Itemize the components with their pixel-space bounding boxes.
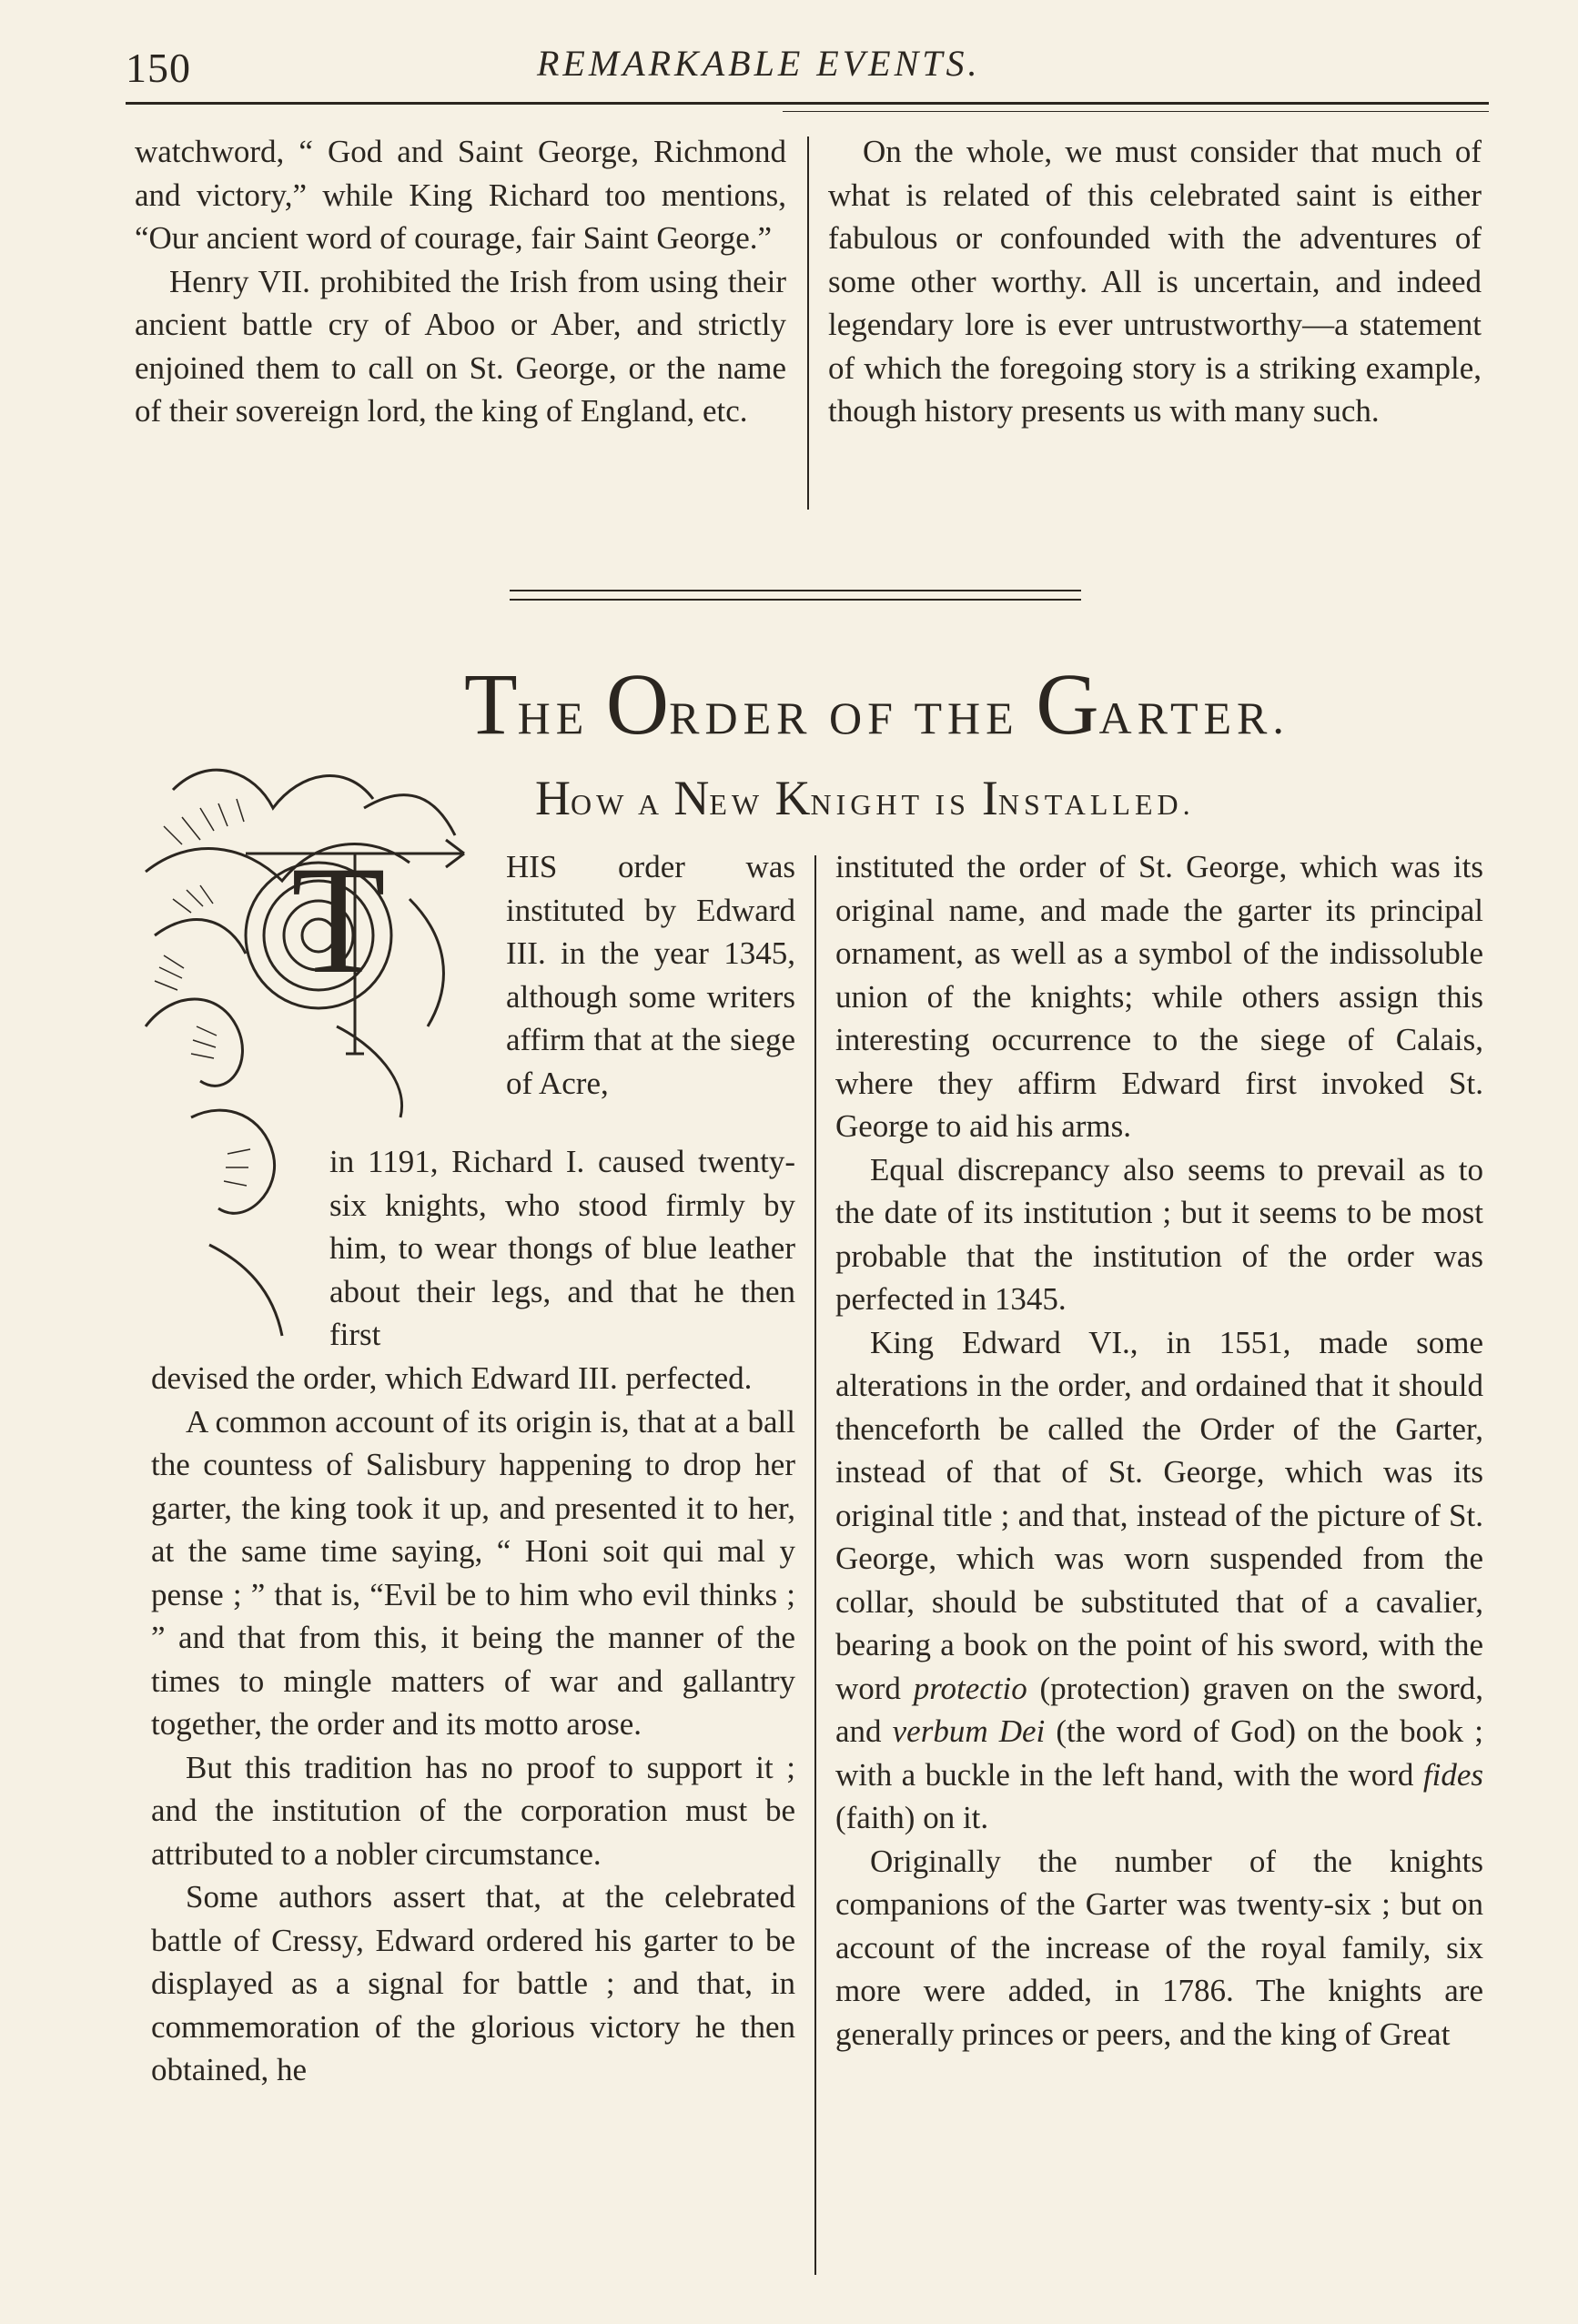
italic-word: protectio [913, 1670, 1027, 1706]
paragraph: instituted the order of St. George, which was its original name, and made the garter its principal ornament, as well as a symbol of the indissoluble union of the knights; while others assign this interesting occurrence to the siege of Calais, where they affirm Edward first invoked St. George to aid his arms. [835, 849, 1483, 1144]
drop-cap-letter: T [291, 834, 386, 1005]
top-left-column [135, 130, 786, 433]
paragraph: Henry VII. prohibited the Irish from using their ancient battle cry of Aboo or Aber, and strictly enjoined them to call on St. George, or the name of their sovereign lord, the king of England, etc. [135, 263, 786, 429]
paragraph: A common account of its origin is, that at a ball the countess of Salisbury happening to drop her garter, the king took it up, and presented it to her, at the same time saying, “ Honi soit qui mal y pense ; ” that is, “Evil be to him who evil thinks ; ” and that from this, it being the manner of the times to mingle matters of war and gallantry together, the order and its motto arose. [151, 1403, 795, 1742]
paragraph: Equal discrepancy also seems to prevail as to the date of its institution ; but it seems to be most probable that the institution of the order was perfected in 1345. [835, 1151, 1483, 1317]
paragraph: But this tradition has no proof to support it ; and the institution of the corporation must be attributed to a nobler circumstance. [151, 1749, 795, 1872]
main-right-column [835, 845, 1483, 2056]
paragraph: in 1191, Richard I. caused twenty-six knights, who stood firmly by him, to wear thongs of blue leather about their legs, and that he then first [329, 1144, 795, 1352]
article-subtitle: HOW A NEW KNIGHT IS INSTALLED. [535, 771, 1195, 825]
header-rule [126, 102, 1489, 105]
main-left-column [151, 1357, 795, 2092]
paragraph: Some authors assert that, at the celebrated battle of Cressy, Edward ordered his garter to be displayed as a signal for battle ; and that, in commemoration of the glorious victory he then obtained, he [151, 1879, 795, 2087]
paragraph: King Edward VI., in 1551, made some alterations in the order, and ordained that it should thenceforth be called the Order of the Garter, instead of that of St. George, which was its original title ; and that, instead of the picture of St. George, which was worn suspended from the collar, should be substituted that of a cavalier, bearing a book on the point of his sword, with the word protectio (protection) graven on the sword, and verbum Dei (the word of God) on the book ; with a buckle in the left hand, with the word fides (faith) on it. [835, 1324, 1483, 1835]
column-divider [807, 136, 809, 510]
header-rule-thin [783, 111, 1489, 112]
top-right-column [828, 130, 1482, 433]
paragraph: On the whole, we must consider that much of what is related of this celebrated saint is either fabulous or confounded with the adventures of some other worthy. All is uncertain, and indeed legendary lore is ever untrustworthy—a statement of which the foregoing story is a striking example, though history presents us with many such. [828, 134, 1482, 429]
section-separator [510, 599, 1081, 601]
intro-continuation [329, 1140, 795, 1357]
page-number: 150 [126, 45, 191, 91]
intro-text [506, 845, 795, 1105]
column-divider [814, 855, 816, 2275]
section-separator [510, 590, 1081, 591]
paragraph: watchword, “ God and Saint George, Richmond and victory,” while King Richard too mentions, “Our ancient word of courage, fair Saint George.” [135, 134, 786, 256]
italic-word: verbum Dei [892, 1713, 1046, 1749]
paragraph: devised the order, which Edward III. perfected. [151, 1360, 753, 1396]
running-head: REMARKABLE EVENTS. [537, 43, 981, 84]
article-title: THE ORDER OF THE GARTER. [464, 655, 1290, 753]
paragraph: HIS order was instituted by Edward III. in the year 1345, although some writers affirm that at the siege of Acre, [506, 849, 795, 1101]
italic-word: fides [1422, 1756, 1483, 1793]
paragraph: Originally the number of the knights companions of the Garter was twenty-six ; but on account of the increase of the royal family, six more were added, in 1786. The knights are generally princes or peers, and the king of Great [835, 1843, 1483, 2052]
